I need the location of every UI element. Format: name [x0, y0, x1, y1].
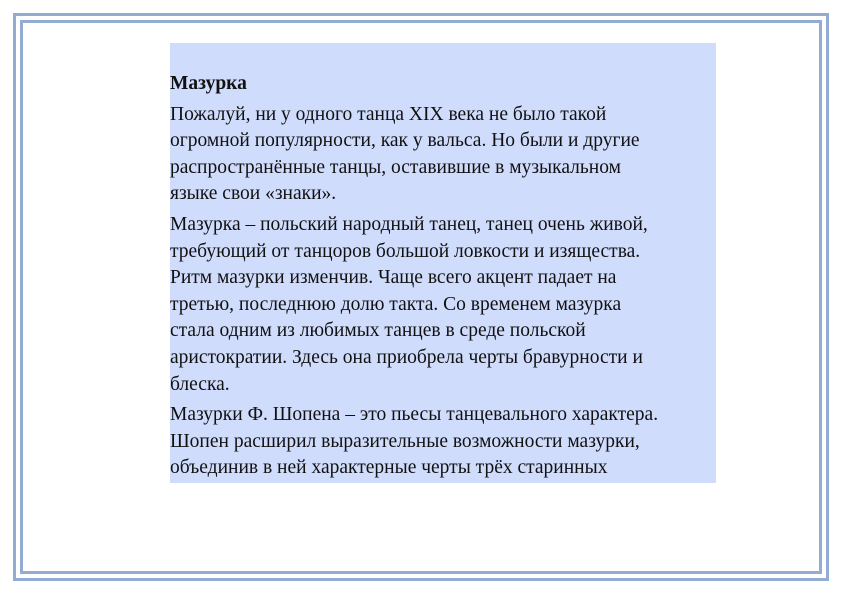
- paragraph-line: третью, последнюю долю такта. Со временем мазурка: [170, 293, 622, 315]
- paragraph-line: объединив в ней характерные черты трёх старинных: [170, 457, 608, 479]
- paragraph-line: Шопен расширил выразительные возможности мазурки,: [170, 430, 640, 452]
- paragraph-line: распространённые танцы, оставившие в музыкальном: [170, 156, 621, 178]
- paragraph-3: [170, 402, 716, 482]
- paragraph-line: Пожалуй, ни у одного танца XIX века не было такой: [170, 103, 607, 125]
- paragraph-line: Мазурки Ф. Шопена – это пьесы танцевального характера.: [170, 404, 659, 426]
- paragraph-line: Ритм мазурки изменчив. Чаще всего акцент падает на: [170, 267, 617, 289]
- paragraph-line: стала одним из любимых танцев в среде польской: [170, 320, 586, 342]
- paragraph-1: [170, 102, 716, 208]
- paragraph-line: блеска.: [170, 373, 230, 395]
- slide-title: Мазурка: [170, 73, 247, 94]
- paragraph-line: огромной популярности, как у вальса. Но были и другие: [170, 130, 640, 152]
- paragraph-line: языке свои «знаки».: [170, 183, 337, 205]
- paragraph-line: требующий от танцоров большой ловкости и изящества.: [170, 240, 641, 262]
- paragraph-line: Мазурка – польский народный танец, танец очень живой,: [170, 213, 648, 235]
- paragraph-2: [170, 212, 716, 398]
- text-block: [170, 43, 716, 483]
- paragraph-line: аристократии. Здесь она приобрела черты бравурности и: [170, 346, 643, 368]
